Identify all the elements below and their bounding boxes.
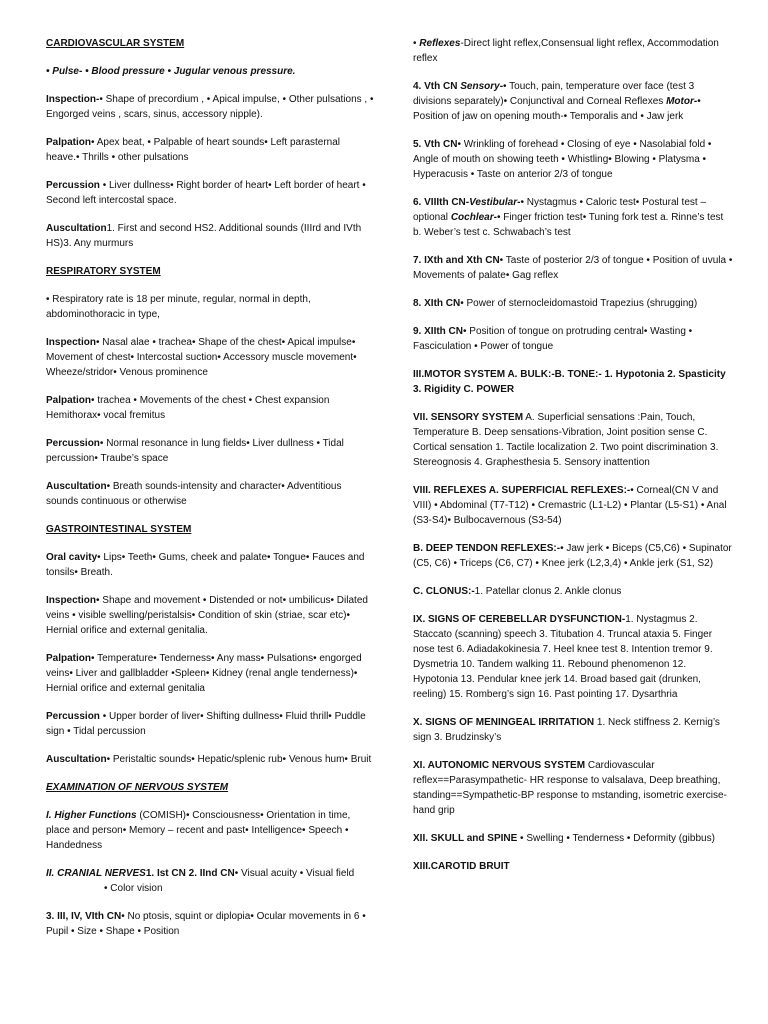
cn4-section [413, 79, 733, 124]
cn4-sensory: Sensory- [460, 81, 504, 92]
nerv-heading-text: EXAMINATION OF NERVOUS SYSTEM [46, 782, 229, 793]
gi-percussion-label: Percussion [46, 711, 100, 722]
resp-auscultation-text: • Breath sounds-intensity and character• Adventitious sounds continuous or otherwise [46, 481, 342, 507]
cn4-text: • Touch, pain, temperature over face (test 3 divisions separately)• Conjunctival and Corneal Reflexes [413, 81, 695, 107]
dtr-label: B. DEEP TENDON REFLEXES:- [413, 543, 561, 554]
clonus-label: C. CLONUS:- [413, 586, 475, 597]
cn5-label: 5. Vth CN [413, 139, 458, 150]
gi-percussion-text: • Upper border of liver• Shifting dullness• Fluid thrill• Puddle sign • Tidal percussion [46, 711, 366, 737]
resp-intro: • Respiratory rate is 18 per minute, regular, normal in depth, abdominothoracic in type, [46, 294, 311, 320]
sensory-label: VII. SENSORY SYSTEM [413, 412, 524, 423]
cardio-percussion [46, 178, 374, 208]
motor-hypotonia: Hypotonia [615, 369, 665, 380]
cardio-heading-text: CARDIOVASCULAR SYSTEM [46, 38, 185, 49]
cn8-text: • Power of sternocleidomastoid Trapezius (shrugging) [460, 298, 698, 309]
clonus-section [413, 584, 733, 599]
clonus-text: 1. Patellar clonus 2. Ankle clonus [474, 586, 622, 597]
cn5-section [413, 137, 733, 182]
cn4-text2: • Position of jaw on opening mouth-• Temporalis and • Jaw jerk [413, 96, 701, 122]
cn6-section [413, 195, 733, 240]
resp-palpation-text: • trachea • Movements of the chest • Chest expansion Hemithorax• vocal fremitus [46, 395, 330, 421]
cardio-percussion-text: • Liver dullness• Right border of heart• Left border of heart • Second left intercostal space. [46, 180, 366, 206]
cn6-label: 6. VIIIth CN- [413, 197, 470, 208]
resp-inspection-label: Inspection [46, 337, 97, 348]
gi-auscultation [46, 752, 374, 767]
cn6-vestibular: Vestibular- [469, 197, 521, 208]
resp-percussion-label: Percussion [46, 438, 100, 449]
cn5-text: • Wrinkling of forehead • Closing of eye • Nasolabial fold • Angle of mouth on showing teeth • Whistling• Blowing • Platysma • Hyperacusis • Taste on anterior 2/3 of tongue [413, 139, 712, 180]
resp-percussion-text: • Normal resonance in lung fields• Liver dullness • Tidal percussion• Traube’s space [46, 438, 344, 464]
resp-auscultation-label: Auscultation [46, 481, 107, 492]
cn6-text: • Nystagmus • Caloric test• Postural test – optional [413, 197, 707, 223]
cardio-inspection-text: • Shape of precordium , • Apical impulse, • Other pulsations , • Engorged veins , scars, sinus, accessory nipple). [46, 94, 374, 120]
cn9-section [413, 324, 733, 354]
motor-section [413, 367, 733, 397]
nerv-cn3-label: 3. III, IV, VIth CN [46, 911, 122, 922]
skull-section [413, 831, 733, 846]
cardio-palpation [46, 135, 374, 165]
cn9-text: • Position of tongue on protruding central• Wasting • Fasciculation • Power of tongue [413, 326, 693, 352]
skull-label: XII. SKULL and SPINE [413, 833, 518, 844]
sensory-text: A. Superficial sensations :Pain, Touch, Temperature B. Deep sensations-Vibration, Joint position sense C. Cortical sensation 1. Tactile localization 2. Two point discrimination 3. Stereognosis 4. Graphesthesia 5. Sensory inattention [413, 412, 719, 468]
cerebellar-text: 1. Nystagmus 2. Staccato (scanning) speech 3. Titubation 4. Truncal ataxia 5. Finger nose test 6. Adiadakokinesia 7. Heel knee test 8. Intention tremor 9. Dysmetria 10. Tandem walking 11. Rebound phenomenon 12. Hypotonia 13. Pendular knee jerk 14. Broad based gait (drunken, reeling) 15. Romberg’s sign 16. Past pointing 17. Dysarthria [413, 614, 713, 700]
resp-inspection [46, 335, 374, 380]
motor-mid2: 2. [664, 369, 679, 380]
nerv-cranial [46, 866, 374, 896]
cerebellar-section [413, 612, 733, 702]
gi-inspection-text: • Shape and movement • Distended or not• umbilicus• Dilated veins • visible swelling/peristalsis• Condition of skin (striae, scar etc)• Hernial orifice and external genitalia. [46, 595, 368, 636]
cardio-auscultation-text: 1. First and second HS2. Additional sounds (IIIrd and IVth HS)3. Any murmurs [46, 223, 362, 249]
cn7-label: 7. IXth and Xth CN [413, 255, 500, 266]
resp-heading-text: RESPIRATORY SYSTEM [46, 266, 161, 277]
cardio-intro: • Pulse- • Blood pressure • Jugular venous pressure. [46, 66, 296, 77]
cn8-label: 8. XIth CN [413, 298, 461, 309]
gi-percussion [46, 709, 374, 739]
cardio-auscultation [46, 221, 374, 251]
nerv-higher-label: I. Higher Functions [46, 810, 137, 821]
gi-inspection-label: Inspection [46, 595, 97, 606]
superficial-reflex-section [413, 483, 733, 528]
gi-palpation-label: Palpation [46, 653, 92, 664]
motor-spasticity: Spasticity [678, 369, 726, 380]
gi-heading-text: GASTROINTESTINAL SYSTEM [46, 524, 192, 535]
nerv-higher-text: (COMISH)• Consciousness• Orientation in time, place and person• Memory – recent and past• Intelligence• Speech • Handedness [46, 810, 351, 851]
motor-label: III.MOTOR SYSTEM A. BULK:-B. TONE:- [413, 369, 602, 380]
nerv-cn3 [46, 909, 374, 939]
gi-inspection [46, 593, 374, 638]
resp-auscultation [46, 479, 374, 509]
resp-palpation-label: Palpation [46, 395, 92, 406]
cn6-cochlear: Cochlear- [450, 212, 497, 223]
cn9-label: 9. XIIth CN [413, 326, 464, 337]
autonomic-section [413, 758, 733, 818]
cn7-text: • Taste of posterior 2/3 of tongue • Position of uvula • Movements of palate• Gag reflex [413, 255, 733, 281]
nerv-cranial-text2: • Color vision [104, 883, 163, 894]
resp-heading [46, 264, 374, 279]
carotid-section [413, 859, 733, 874]
cerebellar-label: IX. SIGNS OF CEREBELLAR DYSFUNCTION- [413, 614, 626, 625]
gi-oral [46, 550, 374, 580]
cn8-section [413, 296, 733, 311]
gi-oral-label: Oral cavity [46, 552, 98, 563]
cardio-palpation-label: Palpation [46, 137, 92, 148]
autonomic-label: XI. AUTONOMIC NERVOUS SYSTEM [413, 760, 586, 771]
right-column [413, 36, 733, 887]
sensory-section [413, 410, 733, 470]
gi-auscultation-text: • Peristaltic sounds• Hepatic/splenic rub• Venous hum• Bruit [106, 754, 372, 765]
autonomic-text: Cardiovascular reflex==Parasympathetic- HR response to valsalava, Deep breathing, standing==Sympathetic-BP response to mstanding, isometric exercise-hand grip [413, 760, 727, 816]
gi-oral-text: • Lips• Teeth• Gums, cheek and palate• Tongue• Fauces and tonsils• Breath. [46, 552, 365, 578]
nerv-higher [46, 808, 374, 853]
nerv-cn3-text: • No ptosis, squint or diplopia• Ocular movements in 6 • Pupil • Size • Shape • Position [46, 911, 366, 937]
reflexes-text: -Direct light reflex,Consensual light reflex, Accommodation reflex [413, 38, 719, 64]
nerv-cranial-sub: 1. Ist CN 2. IInd CN [145, 868, 235, 879]
gi-heading [46, 522, 374, 537]
cn4-label: 4. Vth CN [413, 81, 461, 92]
cardio-palpation-text: • Apex beat, • Palpable of heart sounds• Left parasternal heave.• Thrills • other pulsations [46, 137, 341, 163]
left-column [46, 36, 374, 952]
reflexes-pupil: • Reflexes-Direct light reflex,Consensual light reflex, Accommodation reflex [413, 38, 719, 64]
dtr-text: • Jaw jerk • Biceps (C5,C6) • Supinator (C5, C6) • Triceps (C6, C7) • Knee jerk (L2,3,4) • Ankle jerk (S1, S2) [413, 543, 732, 569]
cn4-motor: Motor- [666, 96, 698, 107]
gi-palpation [46, 651, 374, 696]
superficial-reflex-label: VIII. REFLEXES A. SUPERFICIAL REFLEXES:- [413, 485, 631, 496]
cn7-section [413, 253, 733, 283]
meningeal-text: 1. Neck stiffness 2. Kernig’s sign 3. Brudzinsky’s [413, 717, 720, 743]
resp-inspection-text: • Nasal alae • trachea• Shape of the chest• Apical impulse• Movement of chest• Intercostal suction• Accessory muscle movement• Wheeze/stridor• Venous prominence [46, 337, 357, 378]
nerv-cranial-text: • Visual acuity • Visual field [234, 868, 355, 879]
reflexes-label: Reflexes [419, 38, 461, 49]
carotid-label: XIII.CAROTID BRUIT [413, 861, 510, 872]
meningeal-section [413, 715, 733, 745]
cardio-inspection [46, 92, 374, 122]
motor-mid: 1. [601, 369, 616, 380]
cardio-heading [46, 36, 374, 51]
cardio-auscultation-label: Auscultation [46, 223, 107, 234]
superficial-reflex-text: • Corneal(CN V and VIII) • Abdominal (T7-T12) • Cremastric (L1-L2) • Plantar (L5-S1) • Anal (S3-S4)• Bulbocavernous (S3-54) [413, 485, 727, 526]
motor-end: 3. Rigidity C. POWER [413, 384, 515, 395]
resp-percussion [46, 436, 374, 466]
cn6-text2: • Finger friction test• Tuning fork test a. Rinne’s test b. Weber’s test c. Schwabach’s test [413, 212, 724, 238]
gi-palpation-text: • Temperature• Tenderness• Any mass• Pulsations• engorged veins• Liver and gallbladder •Spleen• Kidney (renal angle tenderness)• Hernial orifice and external genitalia [46, 653, 362, 694]
nerv-cranial-label: II. CRANIAL NERVES [46, 868, 146, 879]
meningeal-label: X. SIGNS OF MENINGEAL IRRITATION [413, 717, 595, 728]
cardio-percussion-label: Percussion [46, 180, 100, 191]
cardio-inspection-label: Inspection- [46, 94, 100, 105]
gi-auscultation-label: Auscultation [46, 754, 107, 765]
dtr-section [413, 541, 733, 571]
skull-text: • Swelling • Tenderness • Deformity (gibbus) [517, 833, 715, 844]
nerv-heading [46, 780, 374, 795]
resp-palpation [46, 393, 374, 423]
